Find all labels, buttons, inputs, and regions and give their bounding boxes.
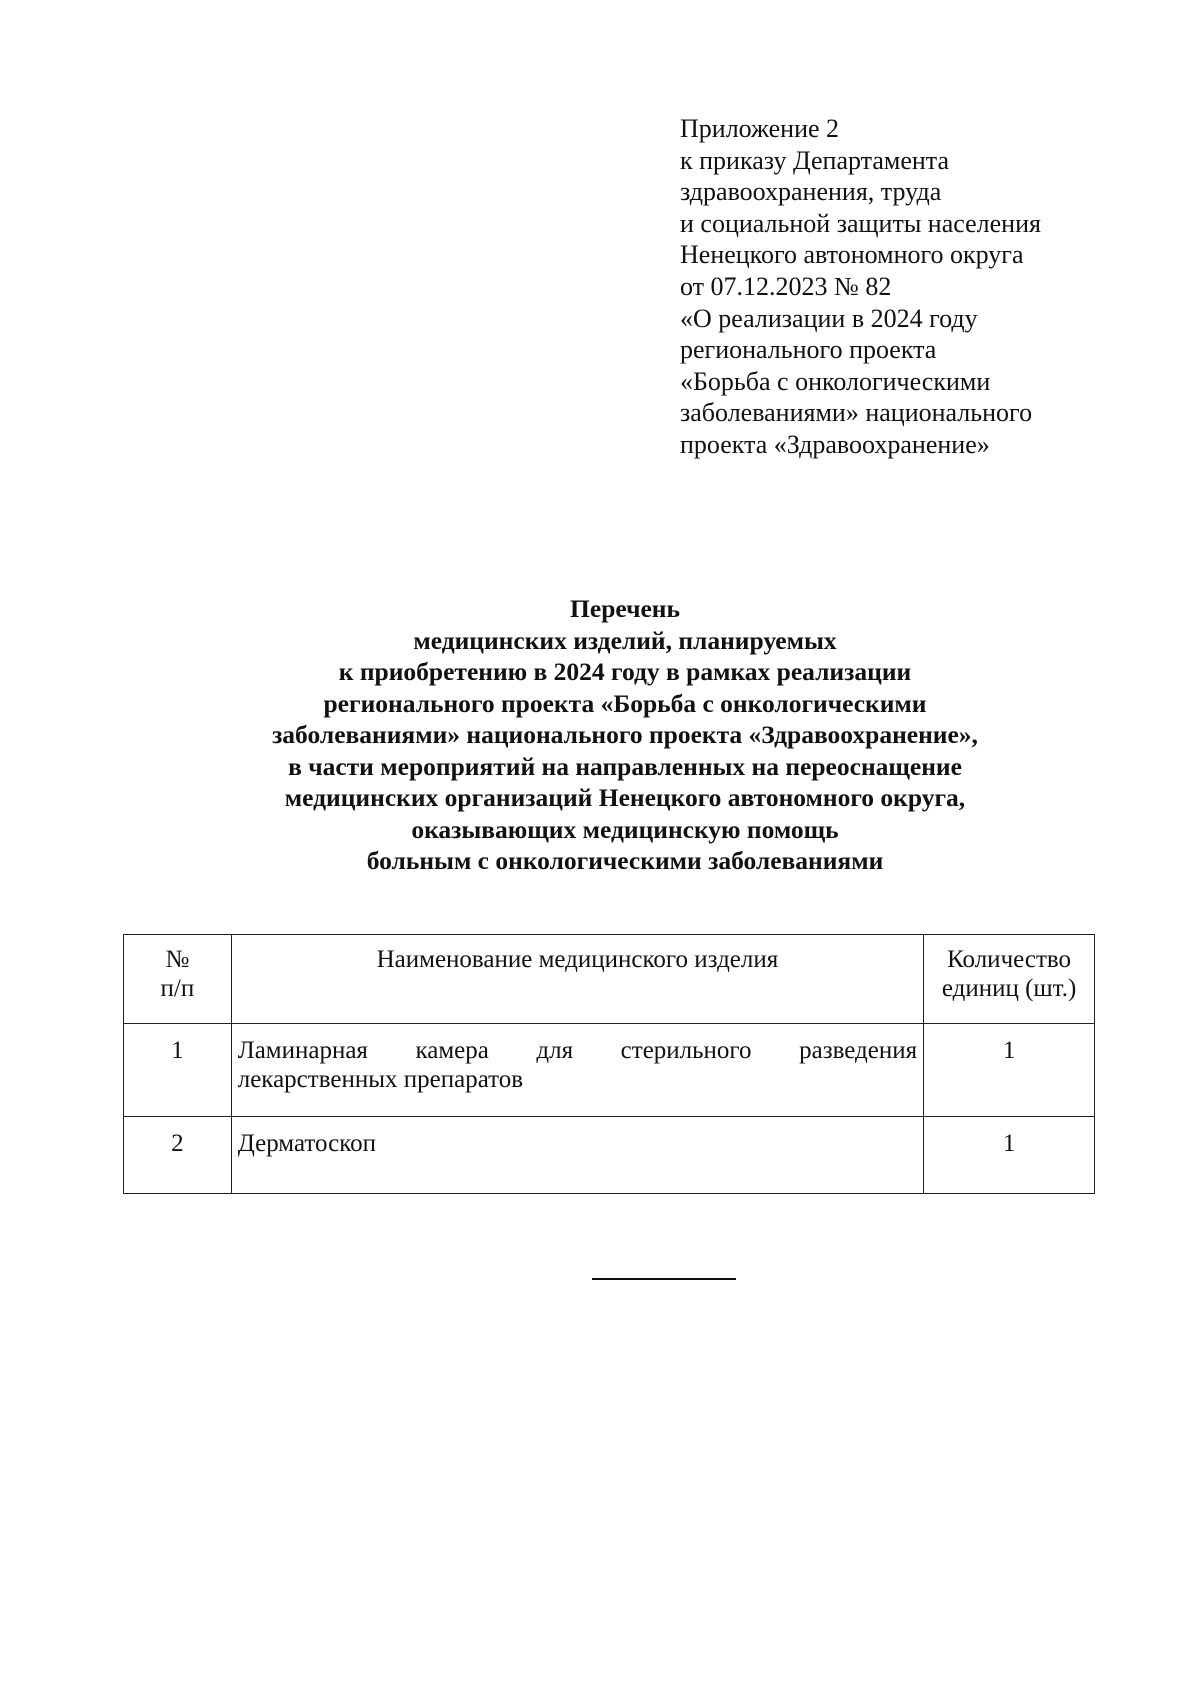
title-line: медицинских организаций Ненецкого автономного округа,	[284, 783, 966, 812]
header-item-name	[231, 935, 923, 1024]
name-word: стерильного	[620, 1037, 752, 1064]
appendix-line: заболеваниями» национального	[680, 398, 1033, 428]
row-item-name-line1	[238, 1036, 917, 1065]
title-line: к приобретению в 2024 году в рамках реализации	[338, 657, 912, 686]
header-number-symbol: №	[165, 946, 190, 973]
appendix-line: Приложение 2	[680, 114, 840, 143]
title-line: больным с онкологическими заболеваниями	[366, 846, 884, 875]
row-quantity: 1	[924, 1117, 1095, 1194]
table-row	[124, 1117, 1095, 1194]
name-word: разведения	[799, 1037, 918, 1064]
document-title	[150, 593, 1100, 877]
table-row	[124, 1024, 1095, 1117]
appendix-line: от 07.12.2023 № 82	[680, 271, 892, 301]
appendix-line: и социальной защиты населения	[680, 208, 1041, 238]
row-item-name	[231, 1024, 923, 1117]
title-line: регионального проекта «Борьба с онкологическими	[323, 688, 927, 718]
title-line: в части мероприятий на направленных на переоснащение	[288, 751, 962, 781]
name-word: для	[536, 1037, 574, 1064]
row-item-name-line2: лекарственных препаратов	[237, 1066, 524, 1093]
name-word: камера	[415, 1037, 489, 1064]
appendix-line: Ненецкого автономного округа	[680, 240, 1024, 270]
table-header-row	[124, 935, 1095, 1024]
header-quantity-line1: Количество	[947, 946, 1072, 973]
header-item-name-text: Наименование медицинского изделия	[376, 946, 779, 973]
title-line: оказывающих медицинскую помощь	[411, 814, 839, 844]
title-line: заболеваниями» национального проекта «Здравоохранение»,	[272, 720, 978, 749]
appendix-line: «Борьба с онкологическими	[680, 366, 991, 396]
items-table	[123, 934, 1095, 1194]
header-quantity-line2: единиц (шт.)	[941, 975, 1077, 1002]
appendix-line: проекта «Здравоохранение»	[680, 429, 990, 459]
appendix-line: к приказу Департамента	[680, 145, 950, 175]
title-line: медицинских изделий, планируемых	[413, 625, 837, 655]
header-number-abbrev: п/п	[160, 975, 195, 1002]
appendix-line: регионального проекта	[680, 335, 937, 365]
row-number: 2	[124, 1117, 232, 1194]
row-quantity: 1	[924, 1024, 1095, 1117]
end-separator-line	[592, 1278, 736, 1280]
name-word: Ламинарная	[237, 1037, 368, 1064]
title-line: Перечень	[570, 594, 680, 623]
appendix-block	[680, 113, 1150, 461]
appendix-line: «О реализации в 2024 году	[680, 303, 978, 333]
appendix-line: здравоохранения, труда	[680, 177, 942, 207]
header-number	[124, 935, 232, 1024]
row-item-name: Дерматоскоп	[231, 1117, 923, 1194]
row-number: 1	[124, 1024, 232, 1117]
header-quantity	[924, 935, 1095, 1024]
